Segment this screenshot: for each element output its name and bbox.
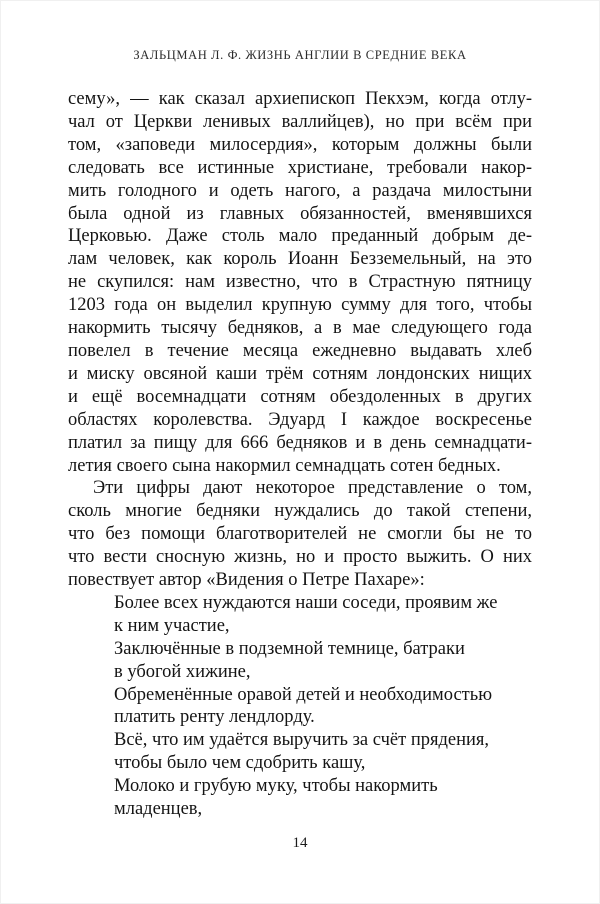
text-line: следовать все истинные христиане, требовали накор- [68, 157, 532, 178]
verse-block [68, 592, 532, 821]
text-line: сему», — как сказал архиепископ Пекхэм, когда отлу- [68, 89, 532, 109]
text-line: что вести сносную жизнь, но и просто выжить. О них [68, 547, 532, 568]
text-line: лам человек, как король Иоанн Безземельный, на это [68, 249, 532, 270]
text-line: 1203 года он выделил крупную сумму для того, чтобы [68, 295, 532, 316]
text-line: не скупился: нам известно, что в Страстную пятницу [68, 272, 532, 293]
page-text-content [68, 88, 532, 821]
text-line: была одной из главных обязанностей, вменявшихся [68, 203, 532, 224]
text-line: и ещё восемнадцати сотням обездоленных в других [68, 386, 532, 407]
verse-line: в убогой хижине, [114, 661, 251, 682]
text-line: летия своего сына накормил семнадцать сотен бедных. [68, 455, 501, 476]
paragraph-continuation [68, 88, 532, 477]
text-line: чал от Церкви ленивых валлийцев), но при всём при [68, 111, 532, 132]
text-line: сколь многие бедняки нуждались до такой степени, [68, 501, 532, 522]
text-line: повелел в течение месяца ежедневно выдавать хлеб [68, 340, 532, 361]
page-number: 14 [292, 835, 308, 851]
verse-line: платить ренту лендлорду. [114, 707, 315, 728]
text-line: и миску овсяной каши трём сотням лондонских нищих [68, 363, 532, 384]
verse-line: младенцев, [114, 799, 203, 820]
text-line: повествует автор «Видения о Петре Пахаре»: [68, 570, 425, 591]
verse-line: Всё, что им удаётся выручить за счёт прядения, [114, 730, 490, 751]
verse-line: Более всех нуждаются наши соседи, проявим же [114, 592, 498, 613]
text-line: мить голодного и одеть нагого, а раздача милостыни [68, 180, 532, 201]
verse-line: Заключённые в подземной темнице, батраки [114, 638, 465, 659]
text-line: что без помощи благотворителей не смогли бы не то [68, 524, 532, 545]
verse-line: Молоко и грубую муку, чтобы накормить [114, 776, 438, 797]
verse-line: чтобы было чем сдобрить кашу, [114, 753, 366, 774]
running-header: ЗАЛЬЦМАН Л. Ф. ЖИЗНЬ АНГЛИИ В СРЕДНИЕ ВЕКА [133, 48, 467, 62]
text-line: том, «заповеди милосердия», которым должны были [68, 134, 532, 155]
verse-line: Обременённые оравой детей и необходимостью [114, 684, 493, 705]
text-line: Эти цифры дают некоторое представление о том, [93, 478, 532, 499]
text-line: Церковью. Даже столь мало преданный добрым де- [68, 226, 532, 247]
verse-line: к ним участие, [114, 615, 230, 636]
paragraph-figures [68, 477, 532, 592]
text-line: накормить тысячу бедняков, а в мае следующего года [68, 318, 532, 339]
text-line: платил за пищу для 666 бедняков и в день семнадцати- [68, 432, 532, 453]
text-line: областях королевства. Эдуард I каждое воскресенье [68, 409, 532, 430]
